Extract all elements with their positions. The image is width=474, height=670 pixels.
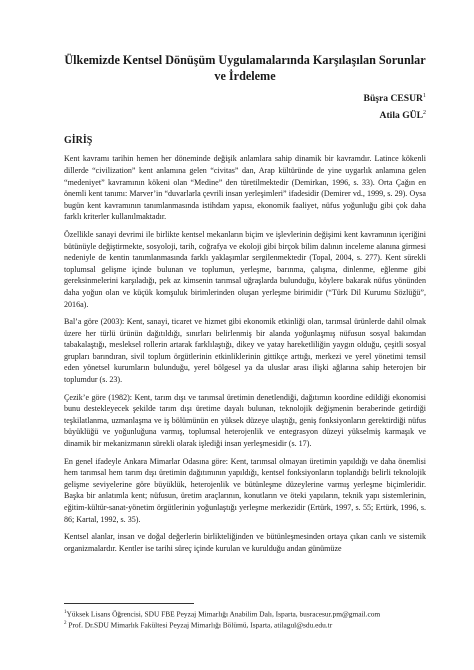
footnote-divider (64, 603, 194, 604)
author-footnote-mark: 1 (423, 93, 426, 99)
paper-title (64, 52, 426, 84)
footnote-2 (64, 619, 426, 630)
author-name: Büşra CESUR (363, 93, 423, 105)
footnote-1 (64, 608, 426, 619)
paragraph: Özellikle sanayi devrimi ile birlikte kentsel mekanların biçim ve işlevlerinin değişimi kent kavramının içeriğini bütünüyle değiştirmekte, sosyoloji, tarih, coğrafya ve ekoloji gibi birçok bilim dalının inceleme alanına girmesi nedeniyle de kentin tanımlanmasında farklı yaklaşımlar sergilenmektedir (Topal, 2004, s. 277). Kent sürekli toplumsal gelişme içinde bulunan ve toplumun, yerleşme, barınma, çalışma, dinlenme, eğlenme gibi gereksinmelerini karşıladığı, pek az kimsenin tarımsal uğraşlarda bulunduğu, köylere bakarak nüfus yönünden daha yoğun olan ve küçük komşuluk birimlerinden oluşan yerleşme birimidir (“Türk Dil Kurumu Sözlüğü”, 2016a). (64, 229, 426, 309)
paragraph: Çezik’e göre (1982): Kent, tarım dışı ve tarımsal üretimin denetlendiği, dağıtımın koordine edildiği ekonomisi bunu destekleyecek şekilde tarım dışı üretime dayalı bulunan, teknolojik değişmenin beraberinde getirdiği teşkilatlanma, uzmanlaşma ve iş bölümünün en yüksek düzeye ulaştığı, geniş fonksiyonların gerektirdiği nüfus büyüklüğü ve yoğunluğuna varmış, toplumsal heterojenlik ve entegrasyon düzeyi yükselmiş karmaşık ve dinamik bir mekanizmanın sürekli olarak işlediği insan yerleşmesidir (s. 17). (64, 392, 426, 449)
author-block (64, 89, 426, 123)
author-footnote-mark: 2 (423, 110, 426, 117)
footnote-mark: 1 (64, 610, 67, 615)
paragraph: Kent kavramı tarihin hemen her döneminde değişik anlamlara sahip dinamik bir kavramdır. Latince kökenli dillerde “civilization” kent anlamına gelen “civitas” dan, Arap kültüründe de yine uygarlık anlamına gelen “medeniyet” kavramının kökeni olan “Medine” den türetilmektedir (Demirkan, 1996, s. 33). Orta Çağın en önemli kent tanımı: Marver’in “duvarlarla çevrili insan yerleşimleri” ifadesidir (Demirer vd., 1999, s. 29). Oysa bugün kent kavramının tanımlanmasında istihdam yapısı, ekonomik faaliyet, nüfus yoğunluğu gibi çok daha farklı kriterler kullanılmaktadır. (64, 154, 426, 222)
title-line-1: Ülkemizde Kentsel Dönüşüm Uygulamalarında Karşılaşılan Sorunlar (64, 53, 426, 67)
footnote-text: Prof. Dr.SDU Mimarlık Fakültesi Peyzaj Mimarlığı Bölümü, Isparta, atilagul@sdu.edu.tr (66, 620, 333, 630)
author-1 (64, 89, 426, 106)
footnote-mark: 2 (64, 621, 67, 627)
title-line-2: ve İrdeleme (214, 69, 276, 83)
footnote-text: Yüksek Lisans Öğrencisi, SDU FBE Peyzaj Mimarlığı Anabilim Dalı, Isparta, busracesur.pm@gmail.com (66, 609, 381, 619)
author-2 (64, 106, 426, 123)
paragraph: Bal’a göre (2003): Kent, sanayi, ticaret ve hizmet gibi ekonomik etkinliği olan, tarımsal ürünlerde dahil olmak üzere her türlü ürünün dağıtıldığı, sınırları belirlenmiş bir alanda yoğunlaşmış nüfusun sosyal bakımdan tabakalaştığı, mesleksel rollerin artarak farklılaştığı, dikey ve yatay hareketliliğin yaygın olduğu, çeşitli sosyal grupları barındıran, sivil toplum örgütlerinin etkinliklerinin gittikçe arttığı, merkezi ve yerel yönetimi temsil eden yönetsel kurumların bulunduğu, yerel bölgesel ya da uluslar arası ilişki ağlarına sahip heterojen bir toplumdur (s. 23). (64, 317, 426, 385)
section-heading: GİRİŞ (64, 135, 93, 147)
footnotes (64, 603, 426, 631)
paragraph: En genel ifadeyle Ankara Mimarlar Odasına göre: Kent, tarımsal olmayan üretimin yapıldığı ve daha önemlisi hem tarımsal hem tarım dışı üretimin dağıtımının yapıldığı, kentsel fonksiyonların toplandığı belirli teknolojik gelişme seviyelerine göre büyüklük, heterojenlik ve bütünleşme düzeylerine varmış yerleşme biçimleridir. Başka bir anlatımla kent; nüfusun, üretim araçlarının, konutların ve öteki yapıların, teknik yapı sistemlerinin, eğitim-kültür-sanat-yönetim örgütlerinin yoğunlaştığı yerleşme merkezidir (Ertürk, 1997, s. 55; Ertürk, 1996, s. 86; Kartal, 1992, s. 35). (64, 456, 426, 524)
paragraph: Kentsel alanlar, insan ve doğal değerlerin birlikteliğinden ve bütünleşmesinden ortaya çıkan canlı ve sistemik organizmalardır. Kentler ise tarihi süreç içinde kurulan ve kurulduğu andan günümüze (64, 532, 426, 553)
author-name: Atila GÜL (379, 110, 423, 122)
